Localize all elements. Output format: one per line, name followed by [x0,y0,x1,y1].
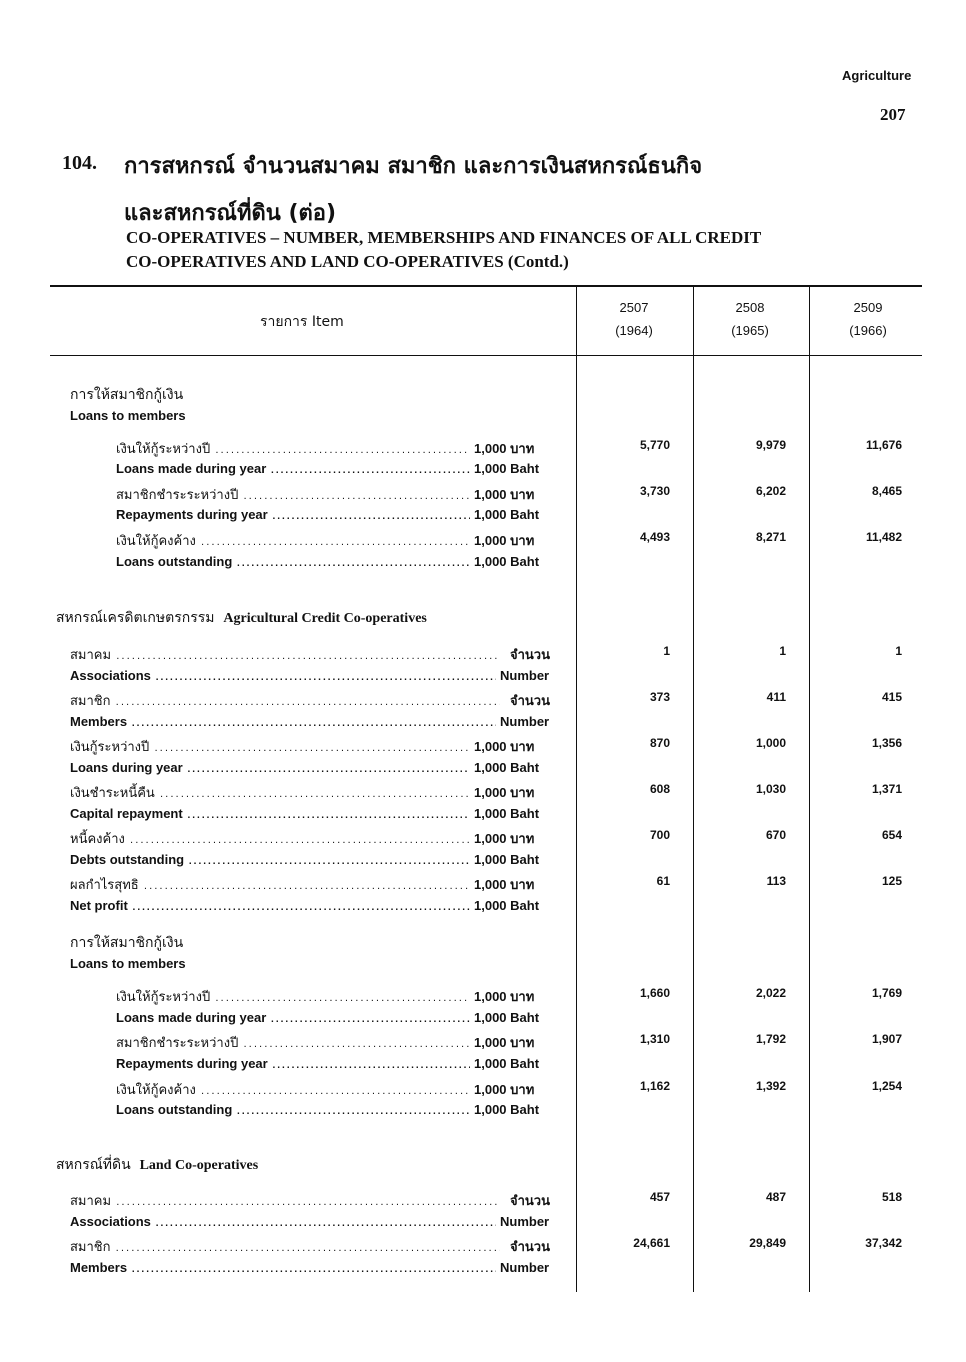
row-label-en: Loans outstanding ..... [116,554,470,569]
value-2509: 11,482 [865,530,902,544]
value-2507: 1 [663,644,670,658]
value-2507: 24,661 [633,1236,670,1250]
row-unit-th: 1,000 บาท [470,736,534,757]
year-be: 2508 [735,300,765,315]
row-unit-en: 1,000 Baht [470,806,539,821]
row-label-th: ผลกำไรสุทธิ ..... [70,874,470,895]
row-label-th: เงินให้กู้คงค้าง ..... [116,530,470,551]
row-label-th: เงินชำระหนี้คืน ..... [70,782,470,803]
row-unit-th: จำนวน [506,644,550,665]
table-row [0,1236,966,1258]
value-2509: 37,342 [865,1236,902,1250]
table-row [0,644,966,666]
year-header-2508 [700,300,800,338]
row-label-th: เงินให้กู้คงค้าง ..... [116,1079,470,1100]
title-thai-line2: และสหกรณ์ที่ดิน (ต่อ) [124,201,337,226]
value-2508: 670 [765,828,786,842]
row-unit-th: 1,000 บาท [470,986,534,1007]
year-header-2507 [584,300,684,338]
table-row [0,438,966,460]
section-en: Land Co-operatives [139,1158,259,1173]
row-unit-th: จำนวน [506,1236,550,1257]
table-row [0,484,966,506]
row-label-th: สมาชิก ..... [70,1236,500,1257]
section-loans-to-members-en: Loans to members [70,408,186,423]
value-2508: 411 [766,690,786,704]
title-english-line1: CO-OPERATIVES – NUMBER, MEMBERSHIPS AND FINANCES OF ALL CREDIT [126,228,762,247]
table-row-en [0,852,966,874]
row-label-th: สมาชิกชำระระหว่างปี ..... [116,484,470,505]
row-unit-en: 1,000 Baht [470,1102,539,1117]
value-2509: 1 [895,644,902,658]
table-row-en [0,898,966,920]
row-label-th: สมาคม ..... [70,1190,500,1211]
value-2509: 1,371 [871,782,902,796]
value-2508: 9,979 [755,438,786,452]
row-unit-en: Number [496,668,549,683]
row-label-th: สมาชิก ..... [70,690,500,711]
value-2508: 1,392 [755,1079,786,1093]
year-be: 2507 [619,300,649,315]
value-2508: 1,000 [755,736,786,750]
row-unit-th: 1,000 บาท [470,1079,534,1100]
table-row-en [0,1260,966,1282]
row-label-en: Loans made during year ..... [116,461,470,476]
section-loans-to-members-th: การให้สมาชิกกู้เงิน [70,935,184,951]
row-unit-en: Number [496,1214,549,1229]
row-unit-en: Number [496,714,549,729]
row-label-en: Repayments during year ..... [116,507,470,522]
table-row [0,782,966,804]
row-label-en: Capital repayment ..... [70,806,470,821]
row-unit-en: 1,000 Baht [470,554,539,569]
year-ce: (1966) [849,323,887,338]
table-row-en [0,1102,966,1124]
row-unit-en: 1,000 Baht [470,760,539,775]
table-row-en [0,1214,966,1236]
row-unit-en: 1,000 Baht [470,852,539,867]
item-column-header: รายการ Item [260,314,344,330]
value-2508: 8,271 [755,530,786,544]
section-loans-to-members-th: การให้สมาชิกกู้เงิน [70,387,184,403]
row-label-en: Loans during year ..... [70,760,470,775]
section-en: Agricultural Credit Co-operatives [223,611,427,626]
row-label-th: สมาชิกชำระระหว่างปี ..... [116,1032,470,1053]
value-2509: 1,769 [871,986,902,1000]
table-row-en [0,1056,966,1078]
value-2507: 373 [649,690,670,704]
row-label-en: Members ..... [70,714,496,729]
row-label-th: สมาคม ..... [70,644,500,665]
value-2507: 608 [649,782,670,796]
year-be: 2509 [853,300,883,315]
value-2508: 1,030 [755,782,786,796]
value-2509: 654 [881,828,902,842]
row-label-en: Members ..... [70,1260,496,1275]
year-ce: (1964) [615,323,653,338]
value-2507: 457 [649,1190,670,1204]
value-2508: 1,792 [755,1032,786,1046]
row-label-en: Associations ..... [70,1214,496,1229]
table-row-en [0,760,966,782]
section-th: สหกรณ์ที่ดิน [56,1157,131,1173]
section-loans-to-members-en: Loans to members [70,956,186,971]
value-2507: 1,162 [639,1079,670,1093]
row-unit-th: 1,000 บาท [470,782,534,803]
row-unit-th: 1,000 บาท [470,828,534,849]
row-unit-th: จำนวน [506,1190,550,1211]
value-2509: 415 [881,690,902,704]
table-row [0,1032,966,1054]
value-2508: 1 [779,644,786,658]
row-unit-th: 1,000 บาท [470,484,534,505]
table-top-rule [50,285,922,287]
row-unit-th: 1,000 บาท [470,874,534,895]
value-2507: 1,310 [639,1032,670,1046]
row-label-en: Loans outstanding ..... [116,1102,470,1117]
header-bottom-rule [50,355,922,356]
table-row-en [0,554,966,576]
table-row [0,530,966,552]
value-2509: 518 [881,1190,902,1204]
table-row [0,986,966,1008]
row-unit-th: จำนวน [506,690,550,711]
value-2507: 700 [649,828,670,842]
title-english-line2: CO-OPERATIVES AND LAND CO-OPERATIVES (Contd.) [126,252,569,271]
value-2509: 1,907 [871,1032,902,1046]
value-2509: 1,356 [871,736,902,750]
row-unit-en: 1,000 Baht [470,461,539,476]
table-row-en [0,714,966,736]
row-label-th: เงินให้กู้ระหว่างปี ..... [116,986,470,1007]
value-2507: 4,493 [639,530,670,544]
row-label-en: Debts outstanding ..... [70,852,470,867]
value-2507: 61 [656,874,670,888]
value-2507: 3,730 [639,484,670,498]
section-land-cooperatives [56,1154,258,1176]
table-row [0,690,966,712]
table-row-en [0,461,966,483]
row-label-en: Net profit ..... [70,898,470,913]
table-row-en [0,1010,966,1032]
table-row-en [0,668,966,690]
table-row [0,736,966,758]
table-row [0,828,966,850]
row-unit-en: 1,000 Baht [470,898,539,913]
title-thai-line1: การสหกรณ์ จำนวนสมาคม สมาชิก และการเงินสหกรณ์ธนกิจ [124,154,703,179]
row-label-en: Repayments during year ..... [116,1056,470,1071]
table-row [0,1079,966,1101]
running-header-section: Agriculture [842,68,912,83]
row-unit-th: 1,000 บาท [470,1032,534,1053]
row-unit-en: 1,000 Baht [470,507,539,522]
row-label-th: เงินกู้ระหว่างปี ..... [70,736,470,757]
value-2509: 1,254 [871,1079,902,1093]
table-number: 104. [62,152,97,174]
value-2508: 2,022 [755,986,786,1000]
row-label-en: Associations ..... [70,668,496,683]
row-unit-en: Number [496,1260,549,1275]
row-unit-th: 1,000 บาท [470,530,534,551]
row-label-th: หนี้คงค้าง ..... [70,828,470,849]
table-row [0,1190,966,1212]
value-2508: 6,202 [755,484,786,498]
row-label-en: Loans made during year ..... [116,1010,470,1025]
section-th: สหกรณ์เครดิตเกษตรกรรม [56,610,215,626]
value-2508: 29,849 [749,1236,786,1250]
table-row [0,874,966,896]
value-2507: 5,770 [639,438,670,452]
value-2509: 8,465 [871,484,902,498]
table-row-en [0,806,966,828]
row-unit-en: 1,000 Baht [470,1010,539,1025]
table-row-en [0,507,966,529]
section-agricultural-credit [56,607,427,629]
value-2507: 870 [649,736,670,750]
page-number: 207 [880,105,906,124]
year-ce: (1965) [731,323,769,338]
row-label-th: เงินให้กู้ระหว่างปี ..... [116,438,470,459]
row-unit-en: 1,000 Baht [470,1056,539,1071]
value-2508: 113 [766,874,786,888]
value-2509: 125 [881,874,902,888]
value-2509: 11,676 [865,438,902,452]
row-unit-th: 1,000 บาท [470,438,534,459]
value-2507: 1,660 [639,986,670,1000]
value-2508: 487 [765,1190,786,1204]
year-header-2509 [818,300,918,338]
